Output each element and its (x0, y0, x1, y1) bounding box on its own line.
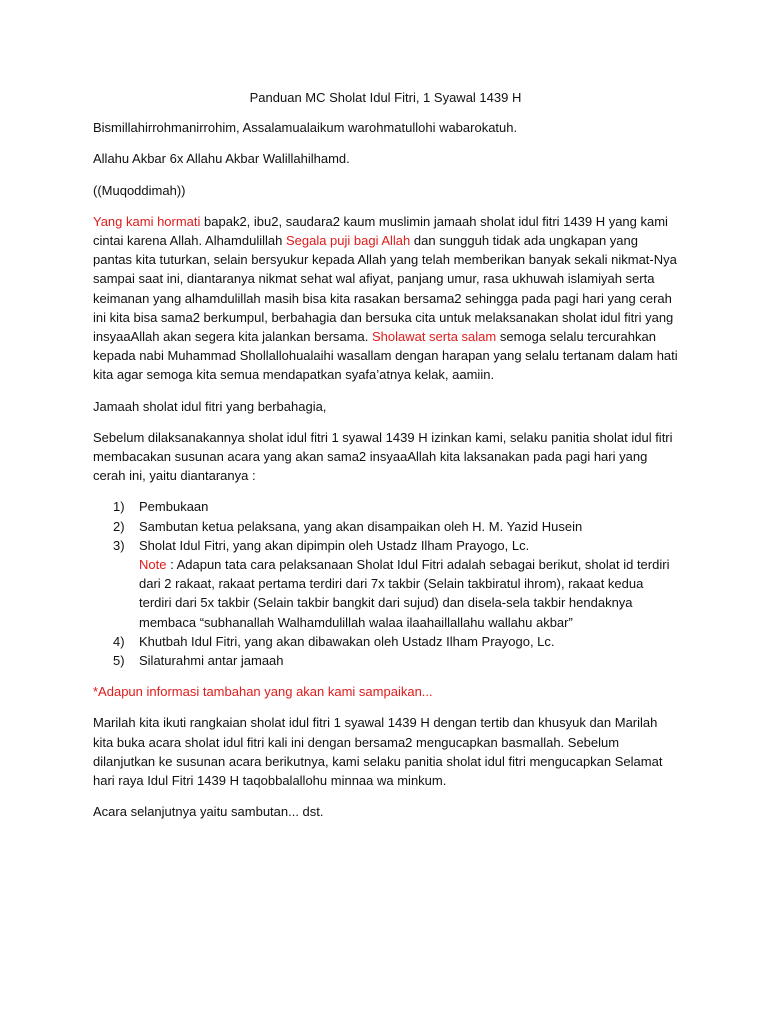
document-page (93, 88, 678, 834)
list-number: 4) (113, 633, 125, 649)
list-item (93, 536, 678, 632)
list-item-text: Sholat Idul Fitri, yang akan dipimpin oleh Ustadz Ilham Prayogo, Lc. (139, 537, 530, 553)
closing-paragraph: Marilah kita ikuti rangkaian sholat idul fitri 1 syawal 1439 H dengan tertib dan khusyuk dan Marilah kita buka acara sholat idul fitri kali ini dengan bersama2 mengucapkan basmallah. Sebelum dilanjutkan ke susunan acara berikutnya, kami selaku panitia sholat idul fitri mengucapkan Selamat hari raya Idul Fitri 1439 H taqobbalallohu minnaa wa minkum. (93, 715, 663, 789)
list-number: 5) (113, 653, 125, 669)
greeting-paragraph: Bismillahirrohmanirrohim, Assalamualaikum warohmatullohi wabarokatuh. (93, 120, 518, 136)
next-agenda-paragraph: Acara selanjutnya yaitu sambutan... dst. (93, 804, 324, 820)
list-number: 1) (113, 499, 125, 515)
list-item (93, 517, 678, 536)
highlight-sholawat: Sholawat serta salam (371, 329, 497, 345)
takbir-paragraph: Allahu Akbar 6x Allahu Akbar Walillahilhamd. (93, 151, 350, 167)
list-number: 2) (113, 518, 125, 534)
list-item (93, 632, 678, 651)
agenda-intro-paragraph: Sebelum dilaksanakannya sholat idul fitri 1 syawal 1439 H izinkan kami, selaku panitia sholat idul fitri membacakan susunan acara yang akan sama2 insyaaAllah kita laksanakan pada pagi hari yang cerah ini, yaitu diantaranya : (93, 429, 673, 484)
list-item (93, 651, 678, 670)
opening-text-2: dan sungguh tidak ada ungkapan yang pantas kita tuturkan, selain bersyukur kepada Allah yang telah memberikan banyak sekali nikmat-Nya sampai saat ini, diantaranya nikmat sehat wal afiyat, panjang umur, rasa ukhuwah islamiyah serta keimanan yang alhamdulillah masih bisa kita rasakan bersama2 sehingga pada pagi hari yang cerah ini kita bisa sama2 berkumpul, berbahagia dan bersuka cita untuk melaksanakan sholat idul fitri yang insyaaAllah akan segera kita jalankan bersama. (93, 233, 677, 345)
list-item-text: Pembukaan (139, 499, 209, 515)
note-label: Note (139, 557, 167, 573)
highlight-segala-puji: Segala puji bagi Allah (285, 233, 411, 249)
opening-text-1: bapak2, ibu2, saudara2 kaum muslimin jamaah sholat idul fitri 1439 H yang kami cintai karena Allah. Alhamdulillah (93, 213, 668, 249)
muqoddimah-heading: ((Muqoddimah)) (93, 182, 186, 198)
opening-text-3: semoga selalu tercurahkan kepada nabi Muhammad Shollallohualaihi wasallam dengan harapan yang selalu tertanam dalam hati kita agar semoga kita semua mendapatkan syafa’atnya kelak, aamiin. (93, 329, 678, 383)
agenda-list (93, 497, 678, 670)
list-number: 3) (113, 537, 125, 553)
address-paragraph: Jamaah sholat idul fitri yang berbahagia, (93, 398, 327, 414)
list-item-text: Sambutan ketua pelaksana, yang akan disampaikan oleh H. M. Yazid Husein (139, 518, 583, 534)
highlight-yang-kami-hormati: Yang kami hormati (93, 213, 201, 229)
note-text: : Adapun tata cara pelaksanaan Sholat Idul Fitri adalah sebagai berikut, sholat id terdiri dari 2 rakaat, rakaat pertama terdiri dari 7x takbir (Selain takbiratul ihrom), rakaat kedua terdiri dari 5x takbir (Selain takbir bangkit dari sujud) dan disela-sela takbir hendaknya membaca “subhanallah Walhamdulillah walaa ilaahaillallahu wallahu akbar” (139, 557, 670, 630)
list-item-text: Silaturahmi antar jamaah (139, 653, 284, 669)
list-item (93, 497, 678, 516)
list-item-text: Khutbah Idul Fitri, yang akan dibawakan oleh Ustadz Ilham Prayogo, Lc. (139, 633, 555, 649)
opening-paragraph (93, 212, 678, 385)
note-block (139, 555, 678, 632)
additional-info-paragraph: *Adapun informasi tambahan yang akan kami sampaikan... (93, 684, 433, 700)
document-title: Panduan MC Sholat Idul Fitri, 1 Syawal 1439 H (249, 90, 522, 105)
